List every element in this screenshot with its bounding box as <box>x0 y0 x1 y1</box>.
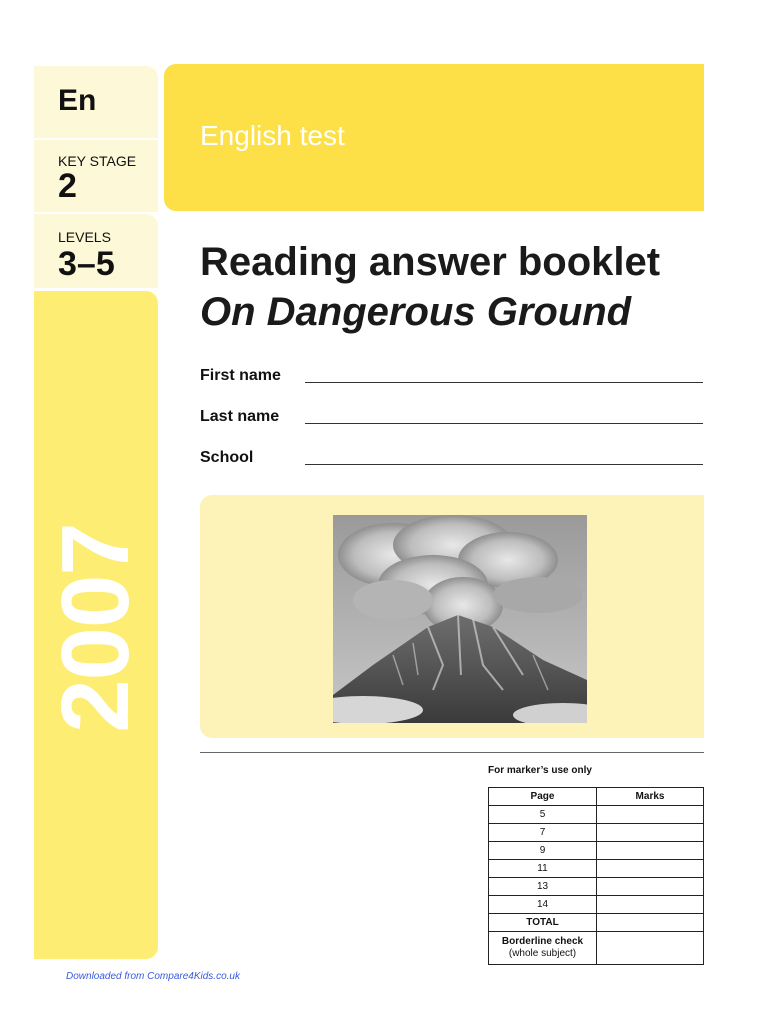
borderline-sub: (whole subject) <box>508 948 577 959</box>
total-marks-cell[interactable] <box>597 914 704 932</box>
first-name-field[interactable] <box>305 382 703 383</box>
footer-link[interactable]: Downloaded from Compare4Kids.co.uk <box>66 971 240 982</box>
marks-cell[interactable] <box>597 860 704 878</box>
page-number: 9 <box>489 842 597 860</box>
borderline-row <box>489 932 704 965</box>
table-row <box>489 824 704 842</box>
test-title: English test <box>200 120 345 151</box>
col-marks: Marks <box>597 788 704 806</box>
page-number: 5 <box>489 806 597 824</box>
key-stage-label: KEY STAGE <box>58 153 137 169</box>
volcano-photo-icon <box>333 515 587 723</box>
marker-label: For marker’s use only <box>488 765 592 776</box>
col-page: Page <box>489 788 597 806</box>
total-row <box>489 914 704 932</box>
last-name-label: Last name <box>200 408 280 425</box>
borderline-label: Borderline check <box>501 936 584 947</box>
table-row <box>489 878 704 896</box>
table-row <box>489 896 704 914</box>
marks-cell[interactable] <box>597 896 704 914</box>
levels-label: LEVELS <box>58 229 111 245</box>
last-name-field[interactable] <box>305 423 703 424</box>
table-row <box>489 860 704 878</box>
page-number: 11 <box>489 860 597 878</box>
booklet-title: Reading answer booklet <box>200 240 661 284</box>
school-label: School <box>200 449 254 466</box>
borderline-marks-cell[interactable] <box>597 932 704 965</box>
levels-value: 3–5 <box>58 245 115 283</box>
divider <box>200 752 704 753</box>
marks-cell[interactable] <box>597 806 704 824</box>
table-row <box>489 806 704 824</box>
school-field[interactable] <box>305 464 703 465</box>
marks-table <box>488 787 704 965</box>
borderline-cell <box>489 932 597 965</box>
key-stage-panel <box>34 140 158 212</box>
page-number: 13 <box>489 878 597 896</box>
marks-cell[interactable] <box>597 824 704 842</box>
key-stage-value: 2 <box>58 167 77 205</box>
page-number: 7 <box>489 824 597 842</box>
booklet-subtitle: On Dangerous Ground <box>200 290 632 334</box>
marks-cell[interactable] <box>597 842 704 860</box>
table-row <box>489 842 704 860</box>
first-name-label: First name <box>200 367 281 384</box>
subject-code: En <box>58 84 97 117</box>
total-label: TOTAL <box>489 914 597 932</box>
year-text: 2007 <box>42 523 149 733</box>
marks-cell[interactable] <box>597 878 704 896</box>
page-number: 14 <box>489 896 597 914</box>
